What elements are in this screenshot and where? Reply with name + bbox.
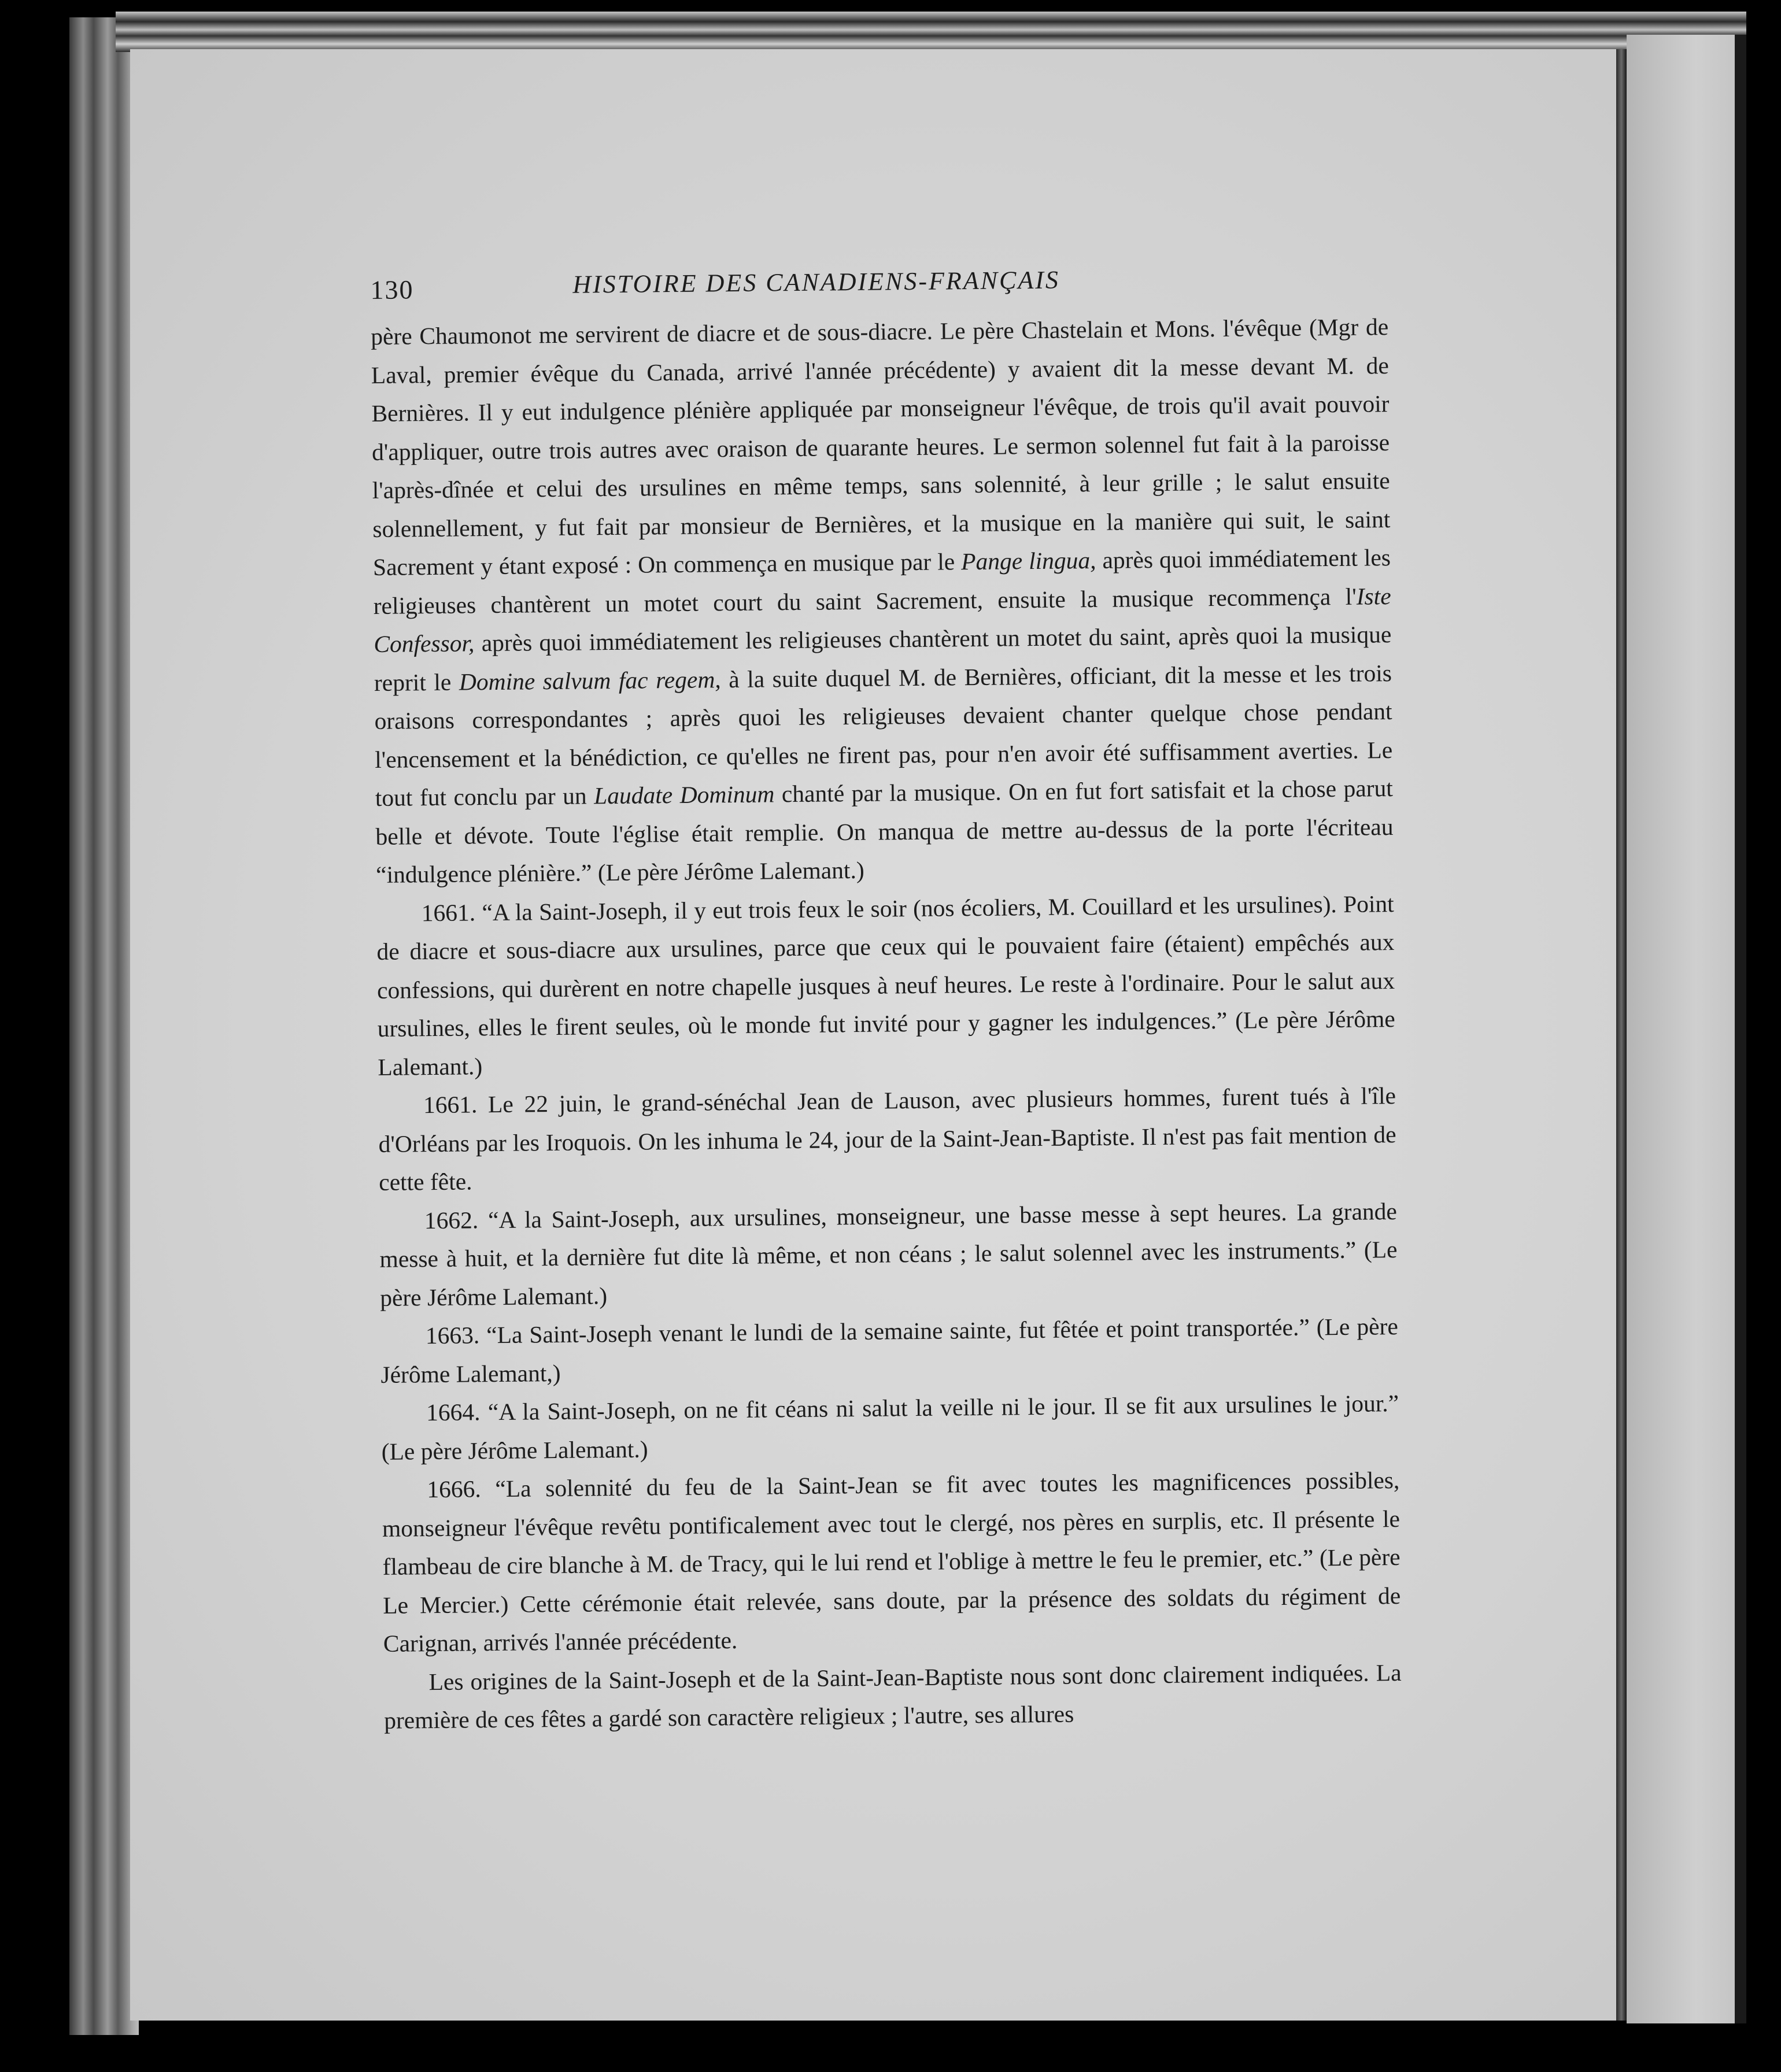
- facing-page-edge: [1735, 35, 1746, 2023]
- book-top-edge: [116, 12, 1746, 52]
- paragraph: [379, 1192, 1398, 1317]
- text-segment: 1664. “A la Saint-Joseph, on ne fit céans ni salut la veille ni le jour. Il se fit aux ursulines le jour.” (Le père Jérôme Lalemant.): [381, 1390, 1399, 1465]
- running-title: HISTOIRE DES CANADIENS-FRANÇAIS: [572, 265, 1061, 299]
- italic-text-segment: Domine salvum fac regem,: [459, 665, 721, 695]
- text-segment: à la suite duquel M. de Bernières, officiant, dit la messe et les trois oraisons correspondantes ; après quoi les religieuses devaient chanter quelque chose pendant l'encensement et la bénédiction, ce qu'elles ne firent pas, pour n'en avoir été suffisamment averties. Le tout fut conclu par un: [374, 659, 1393, 811]
- text-segment: 1663. “La Saint-Joseph venant le lundi de la semaine sainte, fut fêtée et point transportée.” (Le père Jérôme Lalemant,): [380, 1313, 1398, 1388]
- page-text-block: [370, 253, 1402, 1740]
- paragraph: [383, 1653, 1402, 1740]
- text-segment: 1666. “La solennité du feu de la Saint-Jean se fit avec toutes les magnificences possibles, monseigneur l'évêque revêtu pontificalement avec tout le clergé, nos pères en surplis, etc. Il présente le flambeau de cire blanche à M. de Tracy, qui le lui rend et l'oblige à mettre le feu le premier, etc.” (Le père Le Mercier.) Cette cérémonie était relevée, sans doute, par la présence des soldats du régiment de Carignan, arrivés l'année précédente.: [382, 1467, 1401, 1657]
- paragraph: [380, 1307, 1398, 1394]
- text-segment: après quoi immédiatement les religieuses chantèrent un motet court du saint Sacrement, ensuite la musique recommença l': [373, 544, 1391, 619]
- text-segment: 1662. “A la Saint-Joseph, aux ursulines, monseigneur, une basse messe à sept heures. La grande messe à huit, et la dernière fut dite là même, et non céans ; le salut solennel avec les instruments.” (Le père Jérôme Lalemant.): [379, 1197, 1398, 1311]
- text-segment: père Chaumonot me servirent de diacre et de sous-diacre. Le père Chastelain et Mons. l'évêque (Mgr de Laval, premier évêque du Canada, arrivé l'année précédente) y avaient dit la messe devant M. de Bernières. Il y eut indulgence plénière appliquée par monseigneur l'évêque, de trois qu'il avait pouvoir d'appliquer, outre trois autres avec oraison de quarante heures. Le sermon solennel fut fait à la paroisse l'après-dînée et celui des ursulines en même temps, sans solennité, à leur grille ; le salut ensuite solennellement, y fut fait par monsieur de Bernières, et la musique en la manière qui suit, le saint Sacrement y étant exposé : On commença en musique par le: [370, 313, 1391, 580]
- paragraph: [376, 885, 1395, 1086]
- paragraph: [381, 1384, 1399, 1471]
- paragraph: [371, 308, 1394, 894]
- text-segment: 1661. Le 22 juin, le grand-sénéchal Jean de Lauson, avec plusieurs hommes, furent tués à l'île d'Orléans par les Iroquois. On les inhuma le 24, jour de la Saint-Jean-Baptiste. Il n'est pas fait mention de cette fête.: [378, 1082, 1396, 1196]
- text-segment: 1661. “A la Saint-Joseph, il y eut trois feux le soir (nos écoliers, M. Couillard et les ursulines). Point de diacre et sous-diacre aux ursulines, parce que ceux qui le pouvaient faire (étaient) empêchés aux confessions, qui durèrent en notre chapelle jusques à neuf heures. Le reste à l'ordinaire. Pour le salut aux ursulines, elles le firent seules, où le monde fut invité pour y gagner les indulgences.” (Le père Jérôme Lalemant.): [376, 890, 1395, 1081]
- page-number: 130: [370, 275, 414, 305]
- text-segment: Les origines de la Saint-Joseph et de la Saint-Jean-Baptiste nous sont donc clairement indiquées. La première de ces fêtes a gardé son caractère religieux ; l'autre, ses allures: [383, 1659, 1402, 1734]
- book-gutter: [1616, 49, 1627, 2021]
- facing-page: [1627, 35, 1742, 2023]
- paragraph: [378, 1076, 1397, 1201]
- italic-text-segment: Iste Confessor,: [374, 582, 1391, 657]
- text-segment: chanté par la musique. On en fut fort satisfait et la chose parut belle et dévote. Toute l'église était remplie. On manqua de mettre au-dessus de la porte l'écriteau “indulgence plénière.” (Le père Jérôme Lalemant.): [375, 775, 1394, 888]
- italic-text-segment: Laudate Dominum: [593, 780, 775, 809]
- italic-text-segment: Pange lingua,: [960, 546, 1096, 575]
- book-page-edges: [69, 17, 139, 2035]
- text-segment: après quoi immédiatement les religieuses chantèrent un motet du saint, après quoi la musique reprit le: [374, 621, 1392, 696]
- page-header: [370, 253, 1388, 309]
- paragraph: [382, 1461, 1401, 1663]
